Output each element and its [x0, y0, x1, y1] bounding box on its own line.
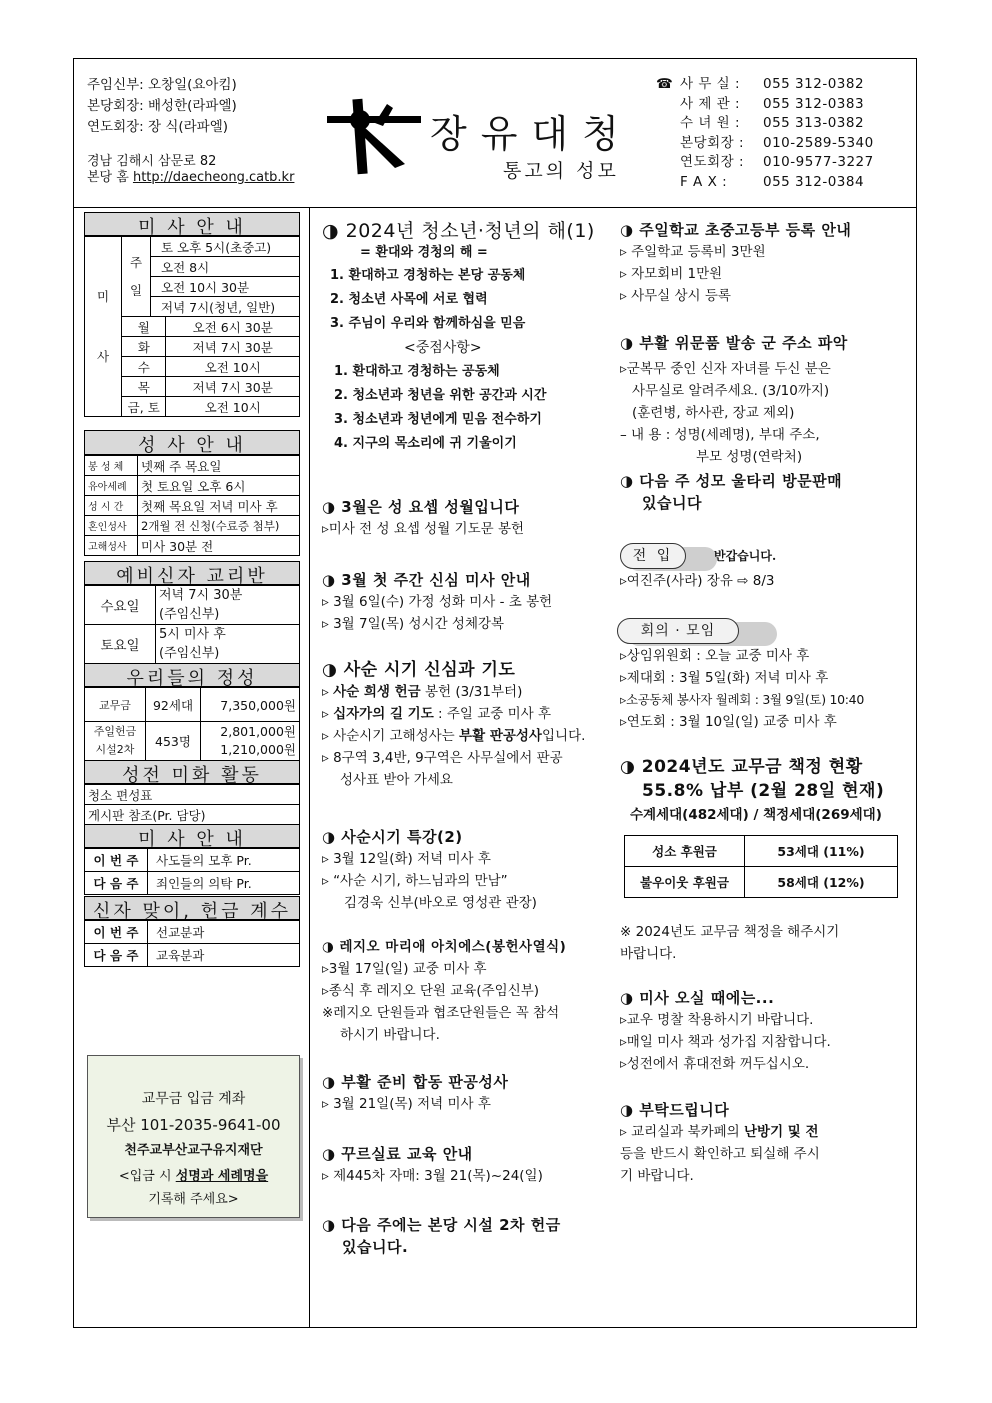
welcome-table: 이 번 주 선교분과 다 음 주 교육분과 [84, 920, 300, 967]
art-activity-table: 청소 편성표 게시판 참조(Pr. 담당) [84, 784, 300, 825]
article-tithe-status: ◑ 2024년도 교무금 책정 현황 55.8% 납부 (2월 28일 현재) 수계세대(482세대) / 책정세대(269세대) [620, 757, 885, 823]
address: 경남 김해시 삼문로 82 [87, 154, 217, 169]
header-divider [73, 207, 917, 208]
article-lent: ◑ 사순 시기 신심과 기도 ▹ 사순 희생 헌금 봉헌 (3/31부터) ▹ 십자가의 길 기도 : 주일 교중 미사 후 ▹ 사순시기 고해성사는 부활 판공성사입니다. ▹ 8구역 3,4반, 9구역은 사무실에서 판공 성사표 받아 가세요 [322, 660, 586, 788]
welcome-note: 반갑습니다. [714, 549, 777, 563]
homepage-label: 본당 홈 [87, 170, 129, 185]
meeting-pill: 회의 · 모임 [617, 618, 739, 644]
column-divider [309, 207, 310, 1327]
fax-number: 055 312-0384 [763, 173, 865, 190]
catechumen-table: 수요일 저녁 7시 30분 (주임신부) 토요일 5시 미사 후 (주임신부) [84, 585, 300, 664]
transfer-pill: 전 입 [620, 543, 686, 569]
mass-intent-title: 미 사 안 내 [84, 824, 300, 848]
pastor-name: 주임신부: 오창일(요아킴) [87, 77, 237, 93]
article-st-joseph: ◑ 3월은 성 요셉 성월입니다 ▹미사 전 성 요셉 성월 기도문 봉헌 [322, 498, 525, 537]
region-chair-phone: 010-9577-3227 [763, 154, 874, 170]
account-number: 부산 101-2035-9641-00 [106, 1116, 281, 1134]
mass-intent-table: 이 번 주 사도들의 모후 Pr. 다 음 주 죄인들의 의탁 Pr. [84, 848, 300, 895]
article-sunday-school: ◑ 주일학교 초중고등부 등록 안내 ▹ 주일학교 등록비 3만원 ▹ 자모회비 1만원 ▹ 사무실 상시 등록 [620, 221, 852, 304]
offering-title: 우리들의 정성 [84, 663, 300, 687]
contact-list: ☎ 사 무 실 : 055 312-0382 사 제 관 : 055 312-0383 수 녀 원 : 055 313-0382 본당회장 : 010-2589-5340 연도회장 : 010-9577-3227 F A X : 055 312-0384 [656, 75, 874, 192]
region-chair-name: 연도회장: 장 식(라파엘) [87, 119, 229, 135]
homepage-link[interactable]: http://daecheong.catb.kr [132, 170, 295, 185]
transfer-item: ▹여진주(사라) 장유 ⇨ 8/3 [620, 573, 775, 589]
sunday-mass-3: 오전 10시 30분 [151, 277, 300, 297]
chair-name: 본당회장: 배성한(라파엘) [87, 98, 237, 114]
sunday-mass-1: 토 오후 5시(초중고) [151, 237, 300, 257]
convent-phone: 055 313-0382 [763, 115, 865, 131]
article-legio: ◑ 레지오 마리애 아치에스(봉헌사열식) ▹3월 17일(일) 교중 미사 후 ▹종식 후 레지오 단원 교육(주임신부) ※레지오 단원들과 협조단원들은 꼭 참석 하시기 바랍니다. [322, 939, 567, 1043]
newsletter-subtitle: 통고의 성모 [503, 160, 619, 182]
article-second-collection: ◑ 다음 주에는 본당 시설 2차 헌금 있습니다. [322, 1216, 561, 1256]
article-confession: ◑ 부활 준비 합동 판공성사 ▹ 3월 21일(목) 저녁 미사 후 [322, 1073, 509, 1112]
article-sale-notice: ◑ 다음 주 성모 울타리 방문판매 있습니다 [620, 472, 843, 512]
meeting-list: ▹상임위원회 : 오늘 교중 미사 후 ▹제대회 : 3월 5일(화) 저녁 미사 후 ▹소공동체 봉사자 월례회 : 3월 9일(토) 10:40 ▹연도회 : 3월 10일(일) 교중 미사 후 [620, 648, 864, 730]
header-staff [87, 75, 237, 138]
sunday-mass-4: 저녁 7시(청년, 일반) [151, 297, 300, 317]
sacraments-table: 봉 성 체 넷째 주 목요일 유아세례 첫 토요일 오후 6시 성 시 간 첫째 목요일 저녁 미사 후 혼인성사 2개월 전 신청(수료증 첨부) 고해성사 미사 30분 전 [84, 455, 300, 556]
sacraments-title: 성 사 안 내 [84, 430, 300, 455]
article-military-gifts: ◑ 부활 위문품 발송 군 주소 파악 ▹군복무 중인 신자 자녀를 두신 분은 사무실로 알려주세요. (3/10까지) (훈련병, 하사관, 장교 제외) – 내 용 : 성명(세례명), 부대 주소, 부모 성명(연락처) [620, 334, 848, 465]
mass-schedule-table: 미 사 주 일 토 오후 5시(초중고) 오전 8시 오전 10시 30분 저녁 7시(청년, 일반) 월 오전 6시 30분 화 저녁 7시 30분 수 오전 10시 목 저녁 7시 30분 금, 토 오전 10시 [84, 236, 300, 417]
article-tithe-request: ※ 2024년도 교무금 책정을 해주시기 바랍니다. [620, 924, 840, 962]
cross-logo-icon [325, 96, 425, 176]
mass-schedule-title: 미 사 안 내 [84, 212, 300, 236]
tithe-table: 성소 후원금 53세대 (11%) 불우이웃 후원금 58세대 (12%) [624, 835, 898, 898]
article-cursillo: ◑ 꾸르실료 교육 안내 ▹ 제445차 자매: 3월 21(목)~24(일) [322, 1145, 543, 1184]
article-mass-etiquette: ◑ 미사 오실 때에는... ▹교우 명찰 착용하시기 바랍니다. ▹매일 미사 책과 성가집 지참합니다. ▹성전에서 휴대전화 꺼두십시오. [620, 989, 831, 1072]
article-request: ◑ 부탁드립니다 ▹ 교리실과 북카페의 난방기 및 전 등을 반드시 확인하고 퇴실해 주시 기 바랍니다. [620, 1101, 820, 1184]
catechumen-title: 예비신자 교리반 [84, 561, 300, 585]
offering-table: 교무금 92세대 7,350,000원 주일헌금 시설2차 453명 2,801,000원 1,210,000원 [84, 687, 300, 761]
rectory-phone: 055 312-0383 [763, 95, 865, 112]
chair-phone: 010-2589-5340 [763, 134, 874, 151]
office-phone: 055 312-0382 [763, 76, 865, 92]
header-address [87, 154, 294, 186]
welcome-title: 신자 맞이, 헌금 계수 [84, 896, 300, 920]
sunday-mass-2: 오전 8시 [151, 257, 300, 277]
account-info-box: 교무금 입금 계좌 부산 101-2035-9641-00 천주교부산교구유지재단 <입금 시 성명과 세례명을 기록해 주세요> [87, 1055, 300, 1218]
phone-icon: ☎ [656, 76, 674, 92]
art-activity-title: 성전 미화 활동 [84, 760, 300, 784]
newsletter-title: 장유대청 [430, 112, 633, 156]
article-youth-year: ◑ 2024년 청소년·청년의 해(1) = 환대와 경청의 해 = 1. 환대하고 경청하는 본당 공동체 2. 청소년 사목에 서로 협력 3. 주님이 우리와 함께하심을 믿음 <중점사항> 1. 환대하고 경청하는 공동체 2. 청소년과 청년을 위한 공간과 시간 3. 청소년과 청년에게 믿음 전수하기 4. 지구의 목소리에 귀 기울이기 [322, 220, 595, 451]
article-first-week: ◑ 3월 첫 주간 신심 미사 안내 ▹ 3월 6일(수) 가정 성화 미사 - 초 봉헌 ▹ 3월 7일(목) 성시간 성체강복 [322, 571, 553, 632]
article-lent-lecture: ◑ 사순시기 특강(2) ▹ 3월 12일(화) 저녁 미사 후 ▹ “사순 시기, 하느님과의 만남” 김경욱 신부(바오로 영성관 관장) [322, 828, 537, 911]
